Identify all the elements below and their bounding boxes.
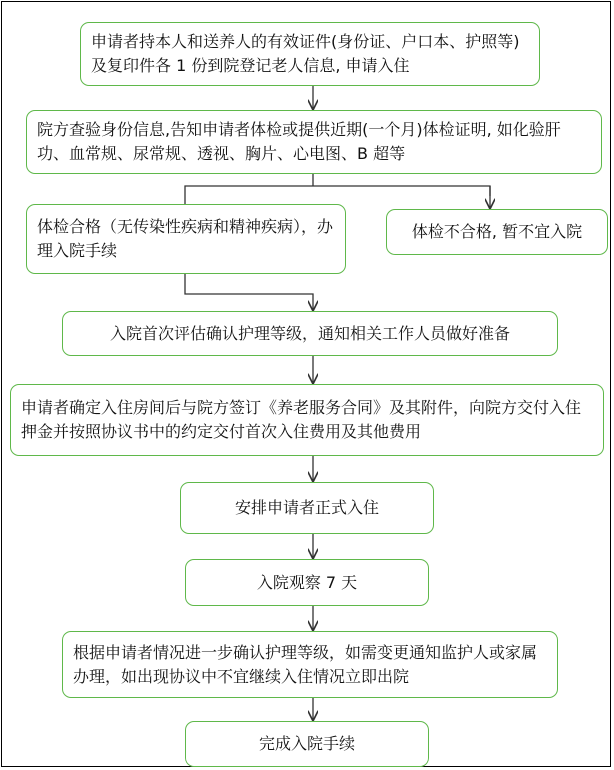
step-observation-text: 入院观察 7 天 <box>256 572 358 592</box>
step-complete <box>185 721 429 767</box>
step-register-text: 申请者持本人和送养人的有效证件(身份证、户口本、护照等)及复印件各 1 份到院登记老人信息, 申请入住 <box>91 32 520 75</box>
step-check-passed-text: 体检合格（无传染性疾病和精神疾病），办理入院手续 <box>37 217 334 260</box>
step-register <box>80 22 540 86</box>
step-confirm-care-level-text: 根据申请者情况进一步确认护理等级，如需变更通知监护人或家属办理，如出现协议中不宜继续入住情况立即出院 <box>73 642 538 686</box>
step-medical-check <box>26 110 602 174</box>
arrow-3-4 <box>185 274 313 310</box>
step-arrange-admission <box>180 482 434 534</box>
step-check-failed <box>386 209 608 255</box>
step-first-assessment <box>62 311 558 356</box>
step-observation <box>185 559 429 606</box>
step-complete-text: 完成入院手续 <box>258 734 355 753</box>
step-confirm-care-level <box>62 631 558 698</box>
step-first-assessment-text: 入院首次评估确认护理等级，通知相关工作人员做好准备 <box>109 323 510 343</box>
step-arrange-admission-text: 安排申请者正式入住 <box>234 498 379 517</box>
step-sign-contract-text: 申请者确定入住房间后与院方签订《养老服务合同》及其附件，向院方交付入住押金并按照协议书中的约定交付首次入住费用及其他费用 <box>21 398 582 441</box>
step-sign-contract <box>10 384 604 456</box>
step-check-failed-text: 体检不合格, 暂不宜入院 <box>411 222 583 241</box>
step-check-passed <box>26 204 346 274</box>
branch-connector <box>185 186 490 204</box>
step-medical-check-text: 院方查验身份信息,告知申请者体检或提供近期(一个月)体检证明, 如化验肝功、血常规、尿常规、透视、胸片、心电图、B 超等 <box>37 120 561 163</box>
